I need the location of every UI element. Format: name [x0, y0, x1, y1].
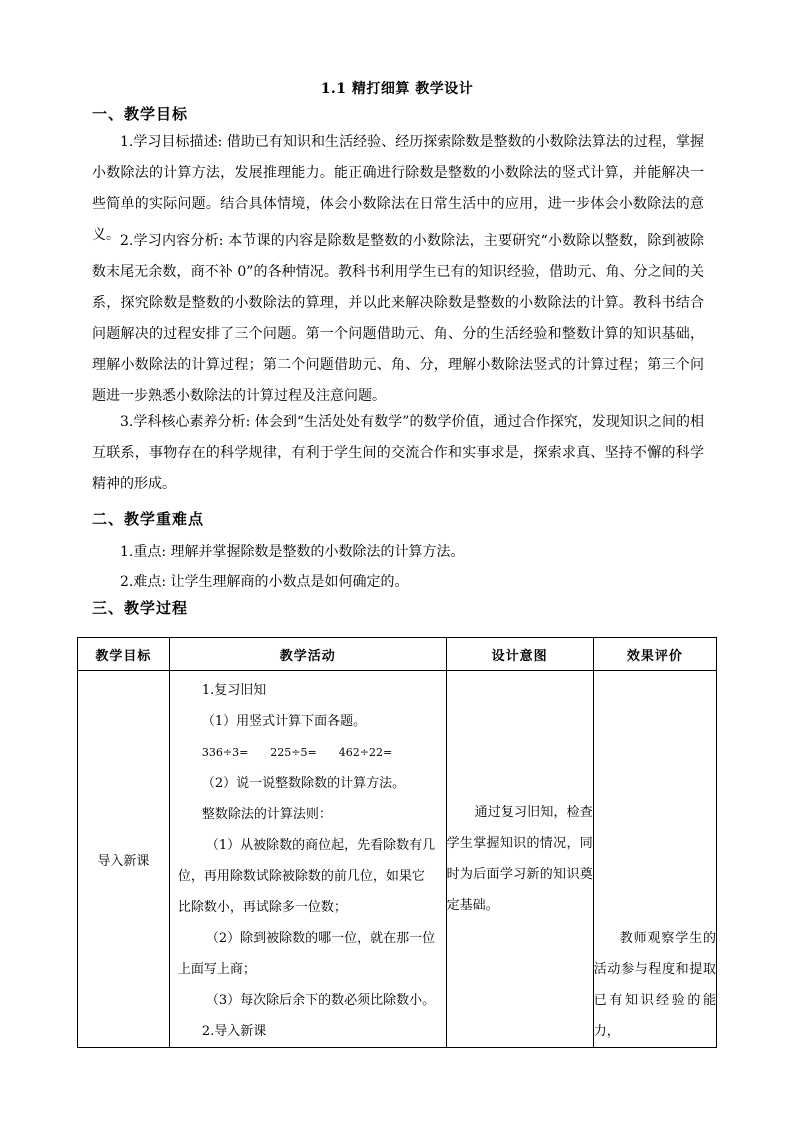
section-heading-process: 三、教学过程 [92, 599, 189, 617]
difficulty-item: 2.难点: 让学生理解商的小数点是如何确定的。 [120, 574, 409, 590]
activity-line: （3）每次除后余下的数必须比除数小。 [205, 993, 436, 1008]
paragraph-goal-description: 1.学习目标描述: 借助已有知识和生活经验、经历探索除数是整数的小数除法算法的过程，掌握小数除法的计算方法，发展推理能力。能正确进行除数是整数的小数除法的竖式计算，并能解决一些简单的实际问题。结合具体情境，体会小数除法在日常生活中的应用，进一步体会小数除法的意义。 [92, 134, 704, 243]
activity-line: （1）用竖式计算下面各题。 [201, 714, 367, 729]
activity-line: （1）从被除数的商位起，先看除数有几位，再用除数试除被除数的前几位，如果它比除数小，再试除多一位数； [177, 838, 436, 915]
section-heading-key-points: 二、教学重难点 [92, 510, 205, 528]
cell-evaluation: 教师观察学生的活动参与程度和提取已有知识经验的能力， [593, 671, 716, 1048]
header-goal: 教学目标 [78, 638, 170, 671]
document-title: 1.1 精打细算 教学设计 [320, 81, 474, 97]
header-activity: 教学活动 [169, 638, 446, 671]
activity-line: 1.复习旧知 [201, 683, 267, 698]
activity-line: 336÷3= 225÷5= 462÷22= [201, 746, 393, 759]
teaching-process-table [77, 637, 717, 1048]
cell-activity [169, 671, 446, 1048]
activity-line: （2）说一说整数除数的计算方法。 [201, 776, 406, 791]
header-intent: 设计意图 [446, 638, 593, 671]
key-point-item: 1.重点: 理解并掌握除数是整数的小数除法的计算方法。 [120, 544, 465, 560]
activity-line: 2.导入新课 [201, 1024, 267, 1039]
cell-intent: 通过复习旧知，检查学生掌握知识的情况，同时为后面学习新的知识奠定基础。 [446, 671, 593, 1048]
paragraph-core-literacy: 3.学科核心素养分析: 体会到“生活处处有数学”的数学价值，通过合作探究，发现知识之间的相互联系，事物存在的科学规律，有利于学生间的交流合作和实事求是，探索求真、坚持不懈的科学精神的形成。 [92, 414, 704, 492]
paragraph-content-analysis: 2.学习内容分析: 本节课的内容是除数是整数的小数除法，主要研究“小数除以整数，除到被除数末尾无余数，商不补 0”的各种情况。教科书利用学生已有的知识经验，借助元、角、分之间的关系，探究除数是整数的小数除法的算理，并以此来解决除数是整数的小数除法的计算。教科书结合问题解决的过程安排了三个问题。第一个问题借助元、角、分的生活经验和整数计算的知识基础，理解小数除法的计算过程；第二个问题借助元、角、分，理解小数除法竖式的计算过程；第三个问题进一步熟悉小数除法的计算过程及注意问题。 [92, 233, 704, 404]
activity-line: （2）除到被除数的哪一位，就在那一位上面写上商； [177, 931, 436, 977]
table-header-row [78, 638, 717, 671]
section-heading-goals: 一、教学目标 [92, 105, 189, 123]
activity-line: 整数除法的计算法则： [201, 807, 332, 822]
header-evaluation: 效果评价 [593, 638, 716, 671]
cell-goal: 导入新课 [78, 671, 170, 1048]
table-row [78, 671, 717, 1048]
